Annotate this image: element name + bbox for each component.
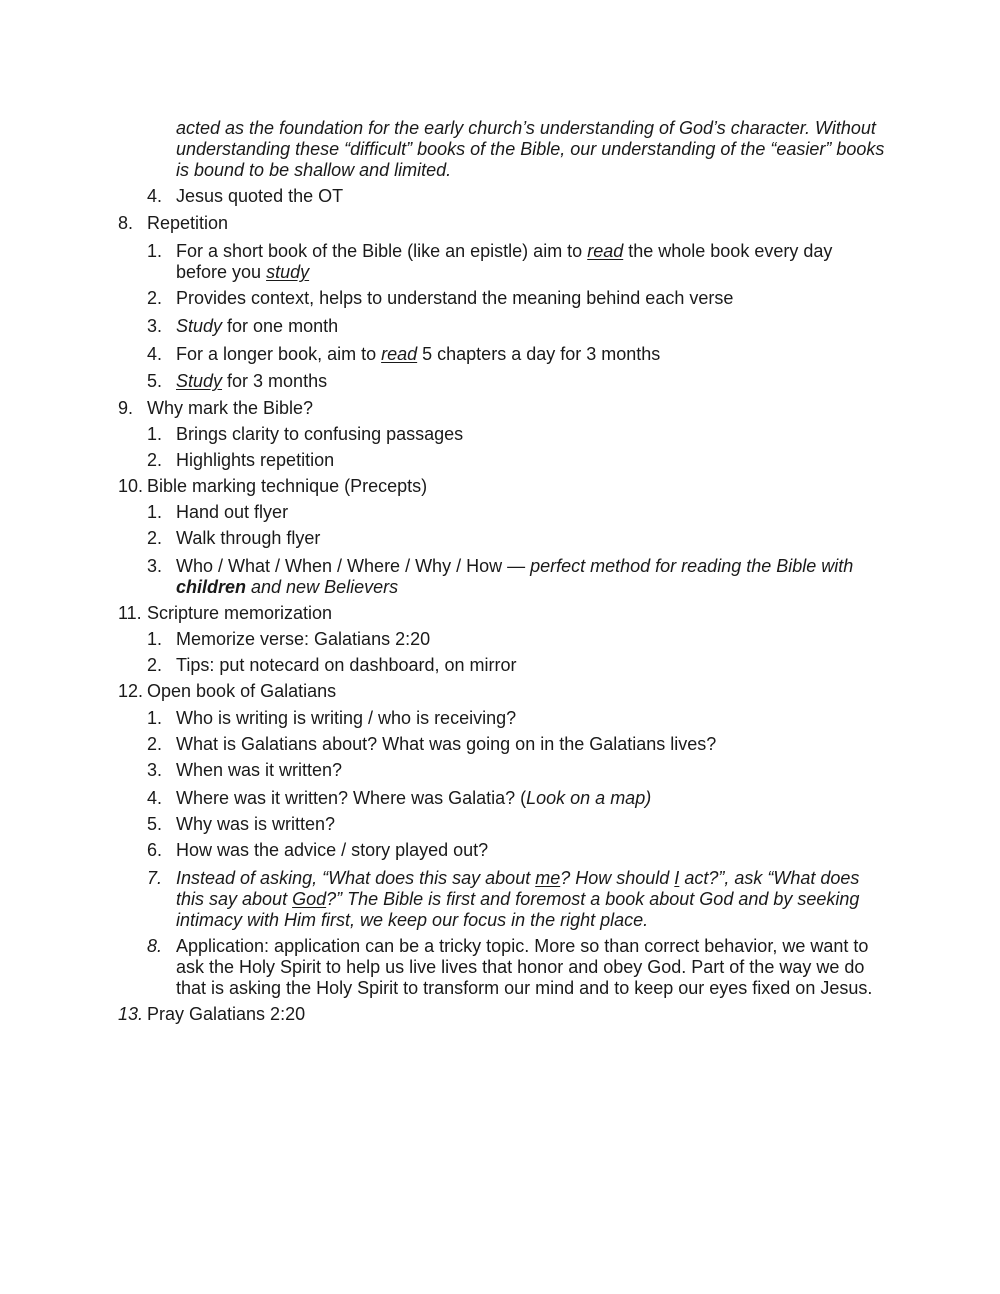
list-text: Instead of asking, “What does this say about me? How should I act?”, ask “What does this say about God?” The Bible is first and foremost a book about God and by seeking intimacy with Him first, we keep our focus in the right place. [176, 868, 860, 930]
list-text: Highlights repetition [176, 450, 335, 470]
list-number: 12. [118, 681, 144, 701]
list-text: What is Galatians about? What was going on in the Galatians lives? [176, 734, 717, 754]
list-number: 5. [147, 814, 163, 834]
section-title: Open book of Galatians [147, 681, 337, 701]
list-number: 2. [147, 528, 163, 548]
list-number: 4. [147, 344, 163, 364]
list-number: 2. [147, 288, 163, 308]
list-text: Who is writing is writing / who is receiving? [176, 708, 517, 728]
list-number: 5. [147, 371, 163, 391]
list-number: 3. [147, 316, 163, 336]
list-number: 13. [118, 1004, 144, 1024]
list-text: Application: application can be a tricky topic. More so than correct behavior, we want to ask the Holy Spirit to help us live lives that honor and obey God. Part of the way we do that is asking the Holy Spirit to transform our mind and to keep our eyes fixed on Jesus. [176, 936, 873, 998]
list-number: 4. [147, 788, 163, 808]
intro-text: acted as the foundation for the early church’s understanding of God’s character. Without understanding these “difficult” books of the Bible, our understanding of the “easier” books is bound to be shallow and limited. [176, 118, 885, 180]
list-number: 8. [118, 213, 134, 233]
list-number: 8. [147, 936, 163, 956]
list-number: 7. [147, 868, 163, 888]
section-title: Scripture memorization [147, 603, 333, 623]
list-text: Provides context, helps to understand the meaning behind each verse [176, 288, 734, 308]
section-title: Repetition [147, 213, 229, 233]
section-title: Pray Galatians 2:20 [147, 1004, 306, 1024]
list-text: For a longer book, aim to read 5 chapters a day for 3 months [176, 344, 661, 364]
list-number: 2. [147, 734, 163, 754]
list-text: Brings clarity to confusing passages [176, 424, 464, 444]
list-text: Walk through flyer [176, 528, 321, 548]
list-text: Memorize verse: Galatians 2:20 [176, 629, 431, 649]
list-number: 3. [147, 760, 163, 780]
list-number: 1. [147, 502, 163, 522]
list-number: 2. [147, 450, 163, 470]
list-number: 1. [147, 629, 163, 649]
list-text: Why was is written? [176, 814, 336, 834]
list-text: When was it written? [176, 760, 343, 780]
list-text: Jesus quoted the OT [176, 186, 344, 206]
list-number: 1. [147, 241, 163, 261]
section-title: Bible marking technique (Precepts) [147, 476, 428, 496]
list-number: 9. [118, 398, 134, 418]
list-text: Study for one month [176, 316, 339, 336]
list-text: Tips: put notecard on dashboard, on mirror [176, 655, 517, 675]
section-title: Why mark the Bible? [147, 398, 314, 418]
list-number: 2. [147, 655, 163, 675]
list-number: 11. [118, 603, 142, 623]
list-number: 10. [118, 476, 144, 496]
list-number: 3. [147, 556, 163, 576]
list-text: How was the advice / story played out? [176, 840, 489, 860]
list-number: 6. [147, 840, 163, 860]
list-text: For a short book of the Bible (like an epistle) aim to read the whole book every day before you study [176, 241, 833, 282]
list-number: 4. [147, 186, 163, 206]
list-number: 1. [147, 424, 163, 444]
list-text: Study for 3 months [176, 371, 328, 391]
list-text: Who / What / When / Where / Why / How — perfect method for reading the Bible with children and new Believers [176, 556, 854, 597]
list-text: Hand out flyer [176, 502, 289, 522]
list-number: 1. [147, 708, 163, 728]
list-text: Where was it written? Where was Galatia? (Look on a map) [176, 788, 652, 808]
